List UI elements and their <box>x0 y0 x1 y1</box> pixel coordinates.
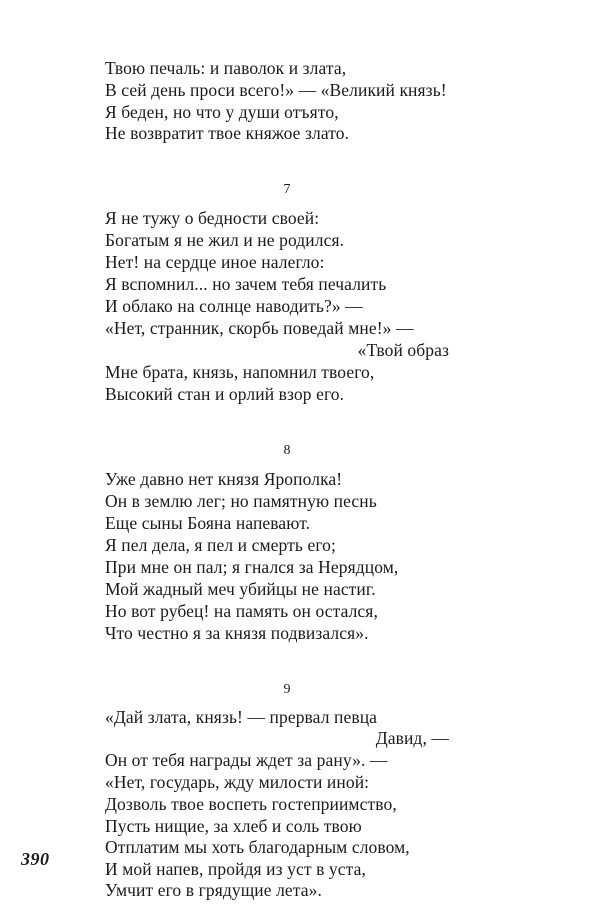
verse-line: Отплатим мы хоть благодарным словом, <box>105 837 410 857</box>
verse-line: Я пел дела, я пел и смерть его; <box>105 535 336 555</box>
page-number: 390 <box>21 849 50 869</box>
verse-line: Твою печаль: и паволок и злата, <box>105 58 347 78</box>
stanza-number: 9 <box>283 682 291 697</box>
verse-line: Дозволь твое воспеть гостеприимство, <box>105 794 397 814</box>
verse-line-indented: Давид, — <box>375 728 449 748</box>
verse-line: Богатым я не жил и не родился. <box>105 230 345 250</box>
verse-line: Высокий стан и орлий взор его. <box>105 384 345 404</box>
verse-line: «Нет, государь, жду милости иной: <box>105 772 370 792</box>
verse-line: В сей день проси всего!» — «Великий князь! <box>105 80 447 100</box>
verse-line: Он от тебя награды ждет за рану». — <box>105 750 388 770</box>
verse-line: Что честно я за князя подвизался». <box>105 623 369 643</box>
verse-line: Он в землю лег; но памятную песнь <box>105 491 377 511</box>
verse-line: «Дай злата, князь! — прервал певца <box>105 707 378 727</box>
verse-line: Уже давно нет князя Ярополка! <box>105 469 343 489</box>
verse-line: Пусть нищие, за хлеб и соль твою <box>105 816 362 836</box>
verse-line: Не возвратит твое княжое злато. <box>105 123 350 143</box>
verse-line: «Нет, странник, скорбь поведай мне!» — <box>105 318 414 338</box>
verse-line: Мне брата, князь, напомнил твоего, <box>105 362 375 382</box>
verse-line: Но вот рубец! на память он остался, <box>105 601 378 621</box>
stanza-number: 7 <box>283 182 291 197</box>
verse-line: При мне он пал; я гнался за Нерядцом, <box>105 557 399 577</box>
verse-line: Нет! на сердце иное налегло: <box>105 252 325 272</box>
verse-line: Мой жадный меч убийцы не настиг. <box>105 579 376 599</box>
verse-line: Я не тужу о бедности своей: <box>105 208 320 228</box>
verse-line: Умчит его в грядущие лета». <box>105 880 322 900</box>
verse-line: И мой напев, пройдя из уст в уста, <box>105 859 366 879</box>
verse-line: И облако на солнце наводить?» — <box>105 296 363 316</box>
verse-line: Я беден, но что у души отъято, <box>105 102 339 122</box>
stanza-number: 8 <box>283 443 291 458</box>
verse-line: Я вспомнил... но зачем тебя печалить <box>105 274 387 294</box>
verse-line-indented: «Твой образ <box>357 340 449 360</box>
verse-line: Еще сыны Бояна напевают. <box>105 513 311 533</box>
